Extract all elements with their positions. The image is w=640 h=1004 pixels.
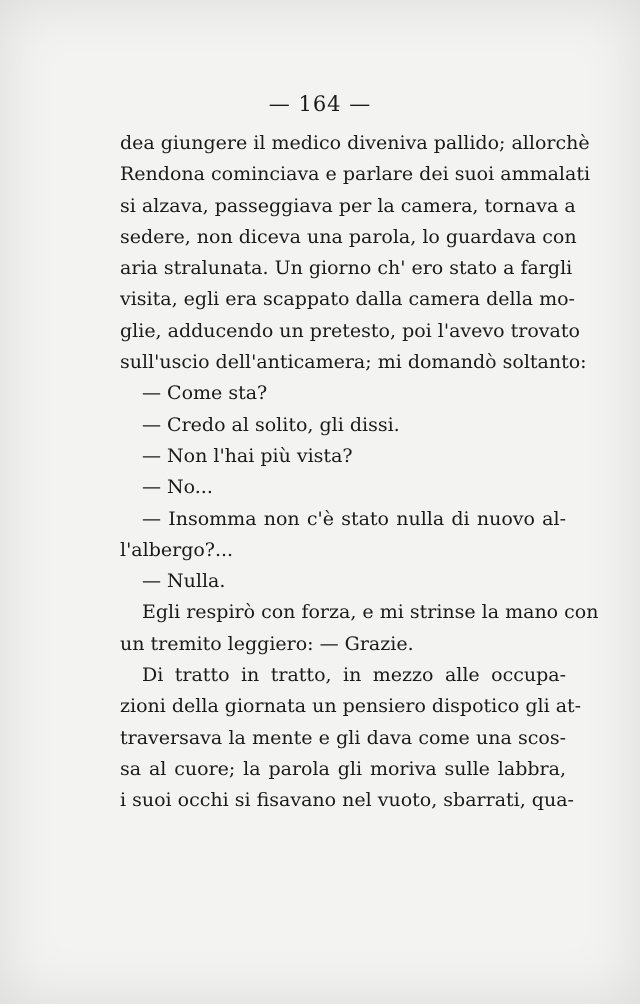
text-line: glie, adducendo un pretesto, poi l'avevo trovato [120,319,580,342]
body-text [120,128,599,817]
text-line: sull'uscio dell'anticamera; mi domandò soltanto: [120,351,587,374]
text-line: sedere, non diceva una parola, lo guardava con [120,225,577,248]
text-line: visita, egli era scappato dalla camera della mo- [120,288,575,311]
text-line: — No... [142,476,213,499]
text-line: Rendona cominciava e parlare dei suoi ammalati [120,163,591,186]
text-line: dea giungere il medico diveniva pallido; allorchè [120,132,590,154]
text-line: — Nulla. [142,570,226,593]
text-line: i suoi occhi si fisavano nel vuoto, sbarrati, qua- [120,789,574,812]
text-line: sa al cuore; la parola gli moriva sulle labbra, [120,757,566,780]
text-line: si alzava, passeggiava per la camera, tornava a [120,194,576,217]
page-number: — 164 — [268,92,372,116]
text-line: Egli respirò con forza, e mi strinse la mano con [142,601,599,624]
text-line: aria stralunata. Un giorno ch' ero stato a fargli [120,257,573,280]
text-line: — Come sta? [142,382,268,405]
text-line: — Non l'hai più vista? [142,444,353,467]
text-line: — Credo al solito, gli dissi. [142,413,400,436]
text-line: un tremito leggiero: — Grazie. [120,632,414,655]
text-line: zioni della giornata un pensiero dispotico gli at- [120,695,582,718]
text-line: Di tratto in tratto, in mezzo alle occupa- [142,664,566,687]
text-line: traversava la mente e gli dava come una scos- [120,726,566,749]
text-line: — Insomma non c'è stato nulla di nuovo al- [142,507,566,530]
text-line: l'albergo?... [120,538,234,561]
